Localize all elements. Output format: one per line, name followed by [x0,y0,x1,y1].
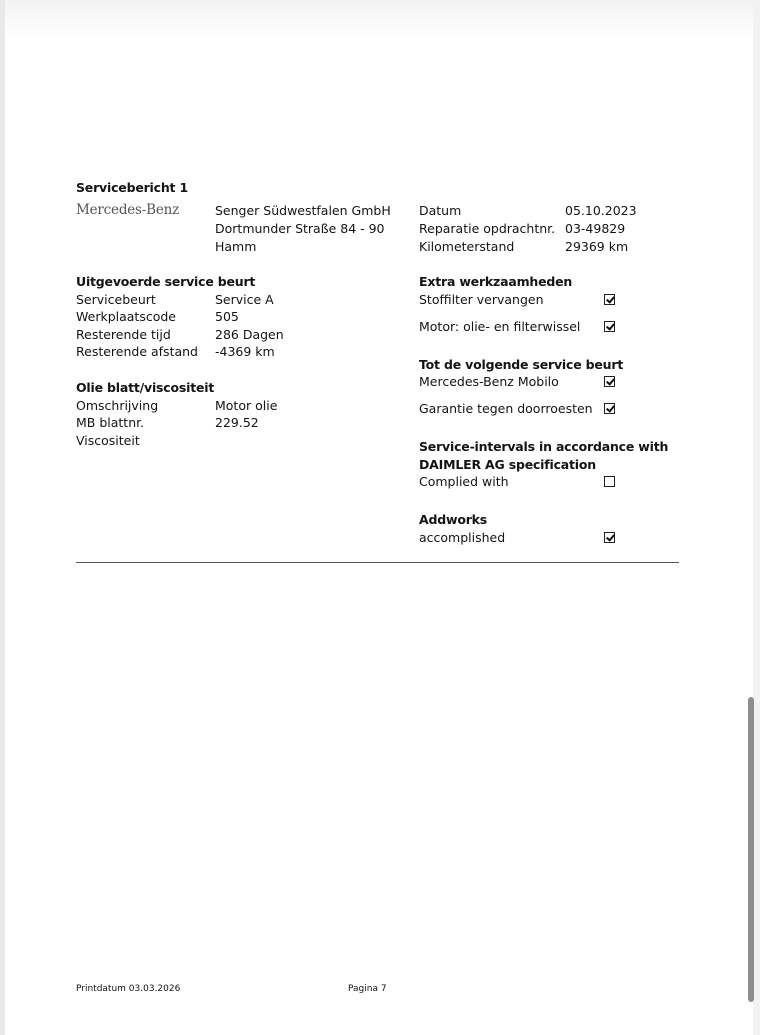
service-label: Resterende afstand [76,344,198,359]
extra-heading: Extra werkzaamheden [419,274,573,289]
dealer-city: Hamm [215,239,257,254]
scrollbar-track[interactable] [753,0,760,1035]
oil-heading: Olie blatt/viscositeit [76,380,215,395]
service-label: Resterende tijd [76,327,171,342]
service-value: -4369 km [215,344,275,359]
dealer-street: Dortmunder Straße 84 - 90 [215,221,385,236]
extra-item-label: Motor: olie- en filterwissel [419,319,581,334]
oil-value: Motor olie [215,398,278,413]
meta-label-mileage: Kilometerstand [419,239,515,254]
service-value: 505 [215,309,239,324]
service-heading: Uitgevoerde service beurt [76,274,256,289]
meta-label-date: Datum [419,203,462,218]
service-value: 286 Dagen [215,327,284,342]
meta-value-mileage: 29369 km [565,239,629,254]
footer-page-number: Pagina 7 [348,984,387,994]
page-top-shadow [5,0,753,40]
checkbox-doorroesten[interactable] [604,403,615,414]
intervals-item-label: Complied with [419,474,509,489]
checkbox-olie-filterwissel[interactable] [604,321,615,332]
meta-value-date: 05.10.2023 [565,203,637,218]
intervals-heading: Service-intervals in accordance with [419,439,669,454]
checkbox-mobilo[interactable] [604,376,615,387]
oil-label: MB blattnr. [76,415,145,430]
scrollbar-thumb[interactable] [748,697,754,1002]
addworks-heading: Addworks [419,512,488,527]
service-value: Service A [215,292,274,307]
section-divider [76,562,679,563]
addworks-item-label: accomplished [419,530,506,545]
footer-printdate: Printdatum 03.03.2026 [76,984,181,994]
checkbox-complied-with[interactable] [604,476,615,487]
intervals-heading-line2: DAIMLER AG specification [419,457,596,472]
next-item-label: Garantie tegen doorroesten [419,401,593,416]
document-page [5,0,753,1035]
service-label: Servicebeurt [76,292,156,307]
meta-value-order: 03-49829 [565,221,626,236]
oil-label: Omschrijving [76,398,159,413]
service-label: Werkplaatscode [76,309,176,324]
meta-label-order: Reparatie opdrachtnr. [419,221,556,236]
report-title: Servicebericht 1 [76,180,188,195]
checkbox-accomplished[interactable] [604,532,615,543]
oil-value: 229.52 [215,415,259,430]
brand-logo: Mercedes-Benz [76,202,180,218]
next-item-label: Mercedes-Benz Mobilo [419,374,559,389]
oil-label: Viscositeit [76,433,140,448]
next-heading: Tot de volgende service beurt [419,357,624,372]
dealer-name: Senger Südwestfalen GmbH [215,203,391,218]
extra-item-label: Stoffilter vervangen [419,292,544,307]
checkbox-stoffilter[interactable] [604,294,615,305]
